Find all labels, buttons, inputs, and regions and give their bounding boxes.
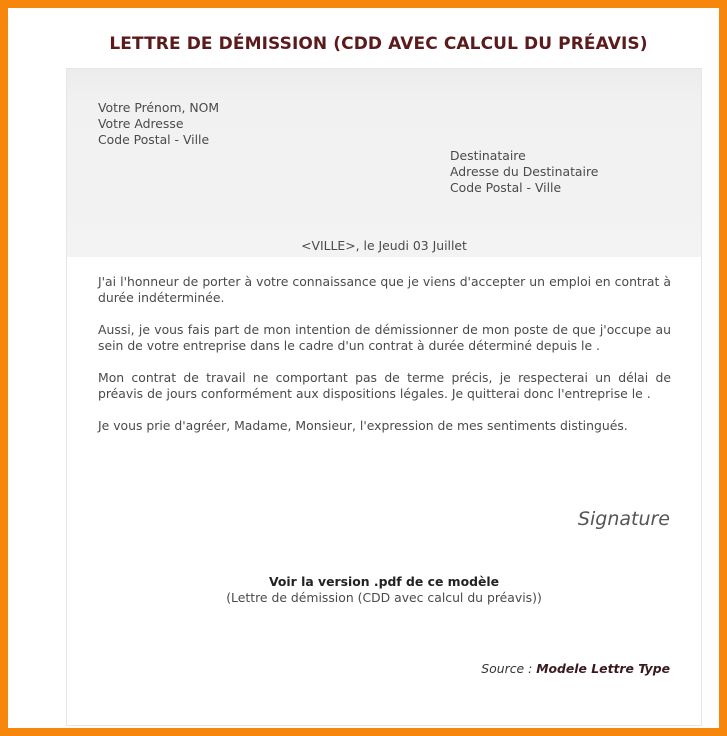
body-paragraph-4: Je vous prie d'agréer, Madame, Monsieur, l'expression de mes sentiments distingués.: [98, 418, 628, 433]
date-line: <VILLE>, le Jeudi 03 Juillet: [301, 238, 467, 253]
letter-body: [98, 274, 671, 450]
page-title: LETTRE DE DÉMISSION (CDD AVEC CALCUL DU PRÉAVIS): [109, 34, 648, 54]
recipient-name: Destinataire: [450, 148, 526, 163]
sender-address: [98, 100, 219, 148]
sender-street: Votre Adresse: [98, 116, 184, 131]
letter-card: [66, 68, 702, 726]
source-name[interactable]: Modele Lettre Type: [536, 661, 670, 676]
body-paragraph-3: Mon contrat de travail ne comportant pas de terme précis, je respecterai un délai de préavis de jours conformément aux dispositions légales. Je quitterai donc l'entreprise le .: [98, 370, 671, 401]
source-credit: [481, 661, 670, 676]
pdf-version-subtitle: (Lettre de démission (CDD avec calcul du préavis)): [226, 590, 542, 605]
sender-city: Code Postal - Ville: [98, 132, 210, 147]
body-paragraph-2: Aussi, je vous fais part de mon intention de démissionner de mon poste de que j'occupe au sein de votre entreprise dans le cadre d'un contrat à durée déterminé depuis le .: [98, 322, 671, 353]
letter-header-band: [67, 69, 701, 257]
recipient-address: [450, 148, 598, 196]
recipient-street: Adresse du Destinataire: [450, 164, 599, 179]
sender-name: Votre Prénom, NOM: [98, 100, 220, 115]
source-prefix: Source :: [481, 661, 537, 676]
pdf-version-link[interactable]: Voir la version .pdf de ce modèle: [268, 574, 500, 589]
recipient-city: Code Postal - Ville: [450, 180, 562, 195]
body-paragraph-1: J'ai l'honneur de porter à votre connaissance que je viens d'accepter un emploi en contrat à durée indéterminée.: [98, 274, 671, 305]
signature: Signature: [577, 508, 670, 530]
